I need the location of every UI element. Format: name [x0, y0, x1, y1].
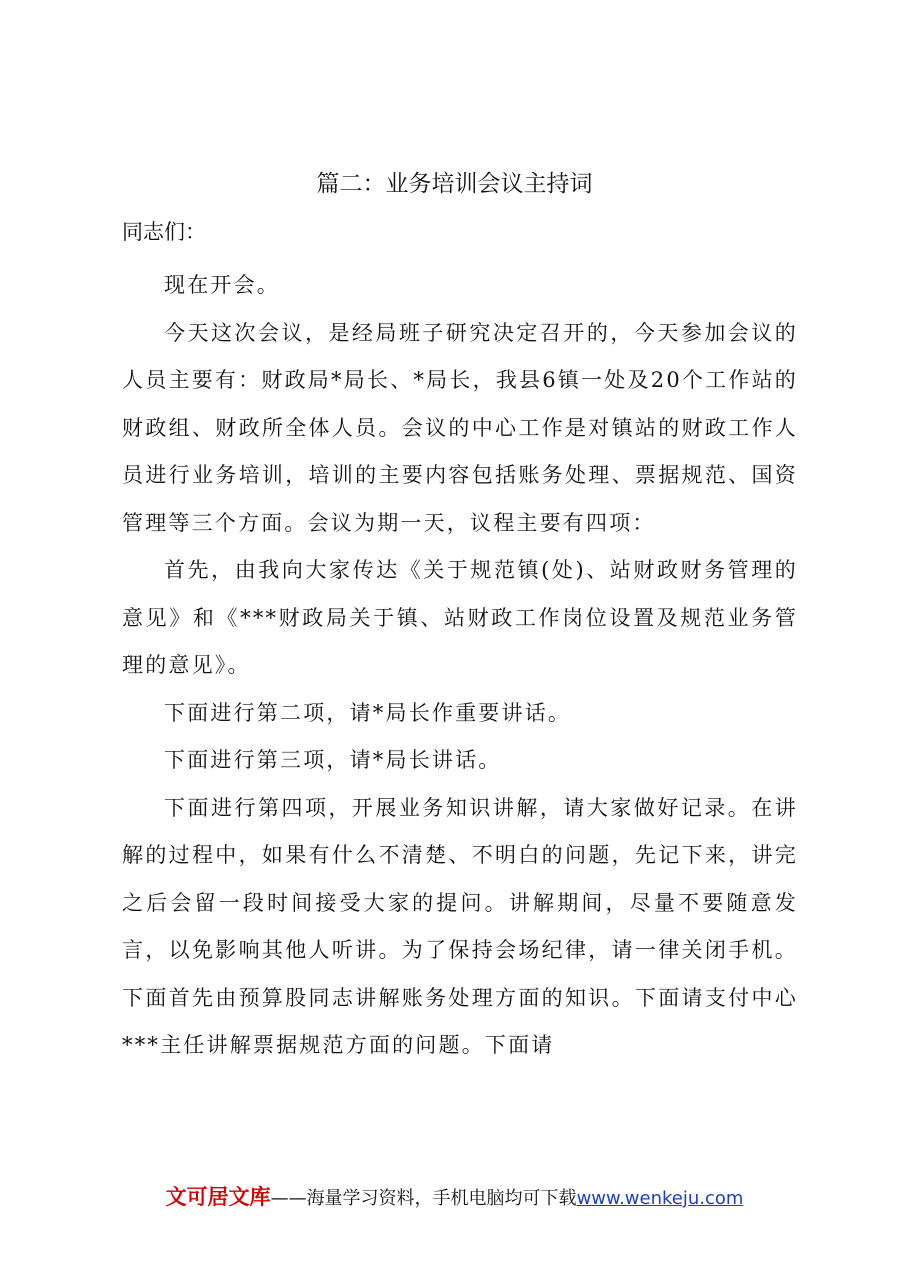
footer-slogan: ——海量学习资料，手机电脑均可下载	[270, 1188, 577, 1209]
document-title: 篇二：业务培训会议主持词	[316, 171, 593, 197]
paragraph: 下面进行第三项，请*局长讲话。	[164, 748, 502, 772]
salutation: 同志们：	[122, 220, 206, 244]
paragraph: 今天这次会议，是经局班子研究决定召开的，今天参加会议的人员主要有：财政局*局长、*局长，我县6镇一处及20个工作站的财政组、财政所全体人员。会议的中心工作是对镇站的财政工作人员进行业务培训，培训的主要内容包括账务处理、票据规范、国资管理等三个方面。会议为期一天，议程主要有四项：	[122, 320, 798, 535]
paragraph: 现在开会。	[164, 273, 280, 297]
paragraph: 下面进行第四项，开展业务知识讲解，请大家做好记录。在讲解的过程中，如果有什么不清楚、不明白的问题，先记下来，讲完之后会留一段时间接受大家的提问。讲解期间，尽量不要随意发言，以免影响其他人听讲。为了保持会场纪律，请一律关闭手机。下面首先由预算股同志讲解账务处理方面的知识。下面请支付中心***主任讲解票据规范方面的问题。下面请	[122, 795, 798, 1057]
document-body	[122, 262, 798, 1070]
footer-banner	[0, 1183, 909, 1213]
footer-link[interactable]: www.wenkeju.com	[576, 1188, 744, 1209]
paragraph: 下面进行第二项，请*局长作重要讲话。	[164, 700, 572, 725]
footer-brand: 文可居文库	[165, 1185, 271, 1209]
paragraph: 首先，由我向大家传达《关于规范镇(处)、站财政财务管理的意见》和《***财政局关于镇、站财政工作岗位设置及规范业务管理的意见》。	[122, 558, 798, 677]
